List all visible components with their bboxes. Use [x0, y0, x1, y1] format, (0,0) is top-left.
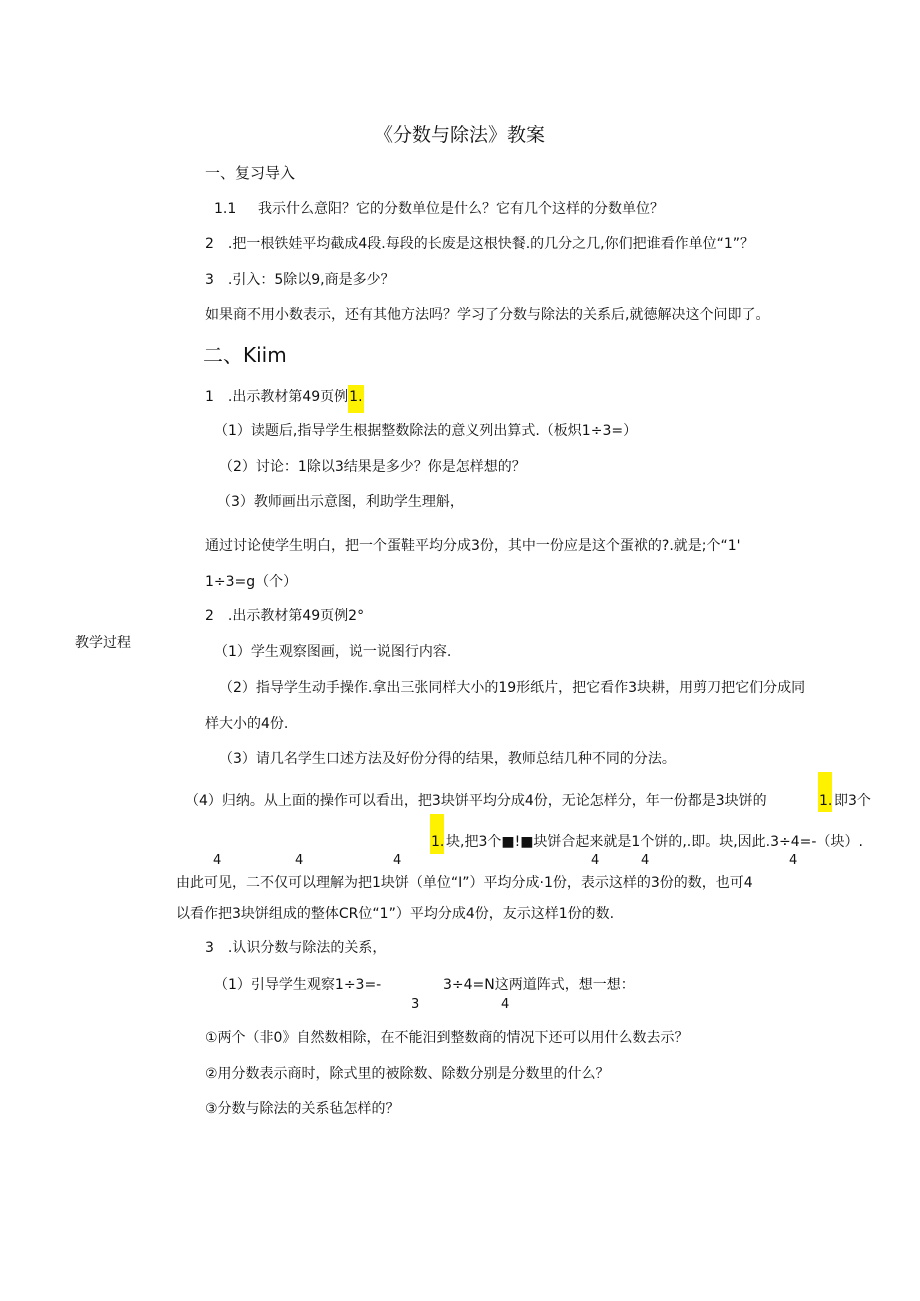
p1-line	[205, 385, 364, 413]
question-c: ③分数与除法的关系毡怎样的？	[205, 1101, 400, 1117]
denominator-5: 4	[641, 853, 650, 868]
p1-highlight: 1.	[348, 385, 363, 413]
denominator-1: 4	[213, 853, 222, 868]
q1-text: 我示什么意阳？它的分数单位是什么？它有几个这样的分数单位？	[258, 201, 664, 217]
denominator-6: 4	[789, 853, 798, 868]
p2-item2b: 样大小的4份.	[205, 716, 289, 732]
p2-item4a-end: 即3个	[834, 793, 871, 809]
page-title: 《分数与除法》教案	[374, 124, 546, 146]
p2-item6: 以看作把3块饼组成的整体CR位“1”）平均分成4份，友示这样1份的数.	[176, 906, 615, 922]
q4-text: 如果商不用小数表示，还有其他方法吗？学习了分数与除法的关系后,就德解决这个问即了。	[205, 307, 770, 323]
question-a: ①两个（非0》自然数相除，在不能汨到整数商的情况下还可以用什么数去示？	[205, 1030, 689, 1046]
p3-denominator-1: 3	[411, 997, 420, 1012]
p3-item1b: 3÷4=N这两道阵式，想一想：	[443, 977, 635, 993]
section2-heading: 二、Kiim	[203, 343, 287, 367]
p2-item4b: 块,把3个■!■块饼合起来就是1个饼的,.即。块,因此.3÷4=-（块）.	[446, 834, 863, 850]
side-label: 教学过程	[75, 635, 131, 651]
denominator-3: 4	[393, 853, 402, 868]
p2-item4b-highlight: 1.	[431, 834, 445, 850]
section1-heading: 一、复习导入	[205, 164, 296, 182]
p1-item1: （1）读题后,指导学生根据整数除法的意义列出算式.（板炽1÷3=）	[214, 423, 638, 439]
question-b: ②用分数表示商时，除式里的被除数、除数分别是分数里的什么？	[205, 1066, 610, 1082]
denominator-2: 4	[295, 853, 304, 868]
p2-item3: （3）请几名学生口述方法及好份分得的结果，教师总结几种不同的分法。	[219, 751, 676, 767]
p2-item4a-highlight: 1.	[819, 793, 833, 809]
p1-item4: 通过讨论使学生明白，把一个蛋鞋平均分成3份，其中一份应是这个蛋袱的?.就是;个“1'	[205, 538, 741, 554]
q3-text: 3 .引入：5除以9,商是多少？	[205, 272, 395, 288]
q1-number: 1.1	[214, 201, 237, 217]
p1-item2: （2）讨论：1除以3结果是多少？你是怎样想的？	[219, 459, 526, 475]
q2-text: 2 .把一根铁娃平均截成4段.每段的长废是这根快餐.的几分之几,你们把谁看作单位“1”？	[205, 236, 755, 252]
p1-item5: 1÷3=g（个）	[205, 574, 298, 590]
p1-text: 1 .出示教材第49页例	[205, 389, 349, 405]
p2-item1: （1）学生观察图画，说一说图行内容.	[214, 644, 452, 660]
p3-item1a: （1）引导学生观察1÷3=-	[214, 977, 382, 993]
p2-item4a: （4）归纳。从上面的操作可以看出，把3块饼平均分成4份，无论怎样分，年一份都是3块饼的	[185, 793, 767, 809]
denominator-4: 4	[591, 853, 600, 868]
p1-item3: （3）教师画出示意图，利助学生理斛，	[217, 494, 464, 510]
p3-denominator-2: 4	[501, 997, 510, 1012]
p2-line: 2 .出示教材第49页例2°	[205, 608, 365, 624]
p3-line: 3 .认识分数与除法的关系，	[205, 940, 387, 956]
p2-item2a: （2）指导学生动手操作.拿出三张同样大小的19形纸片，把它看作3块耕，用剪刀把它们分成同	[219, 680, 806, 696]
p2-item5: 由此可见，二不仅可以理解为把1块饼（单位“I”）平均分成·1份，表示这样的3份的数，也可4	[176, 875, 753, 891]
